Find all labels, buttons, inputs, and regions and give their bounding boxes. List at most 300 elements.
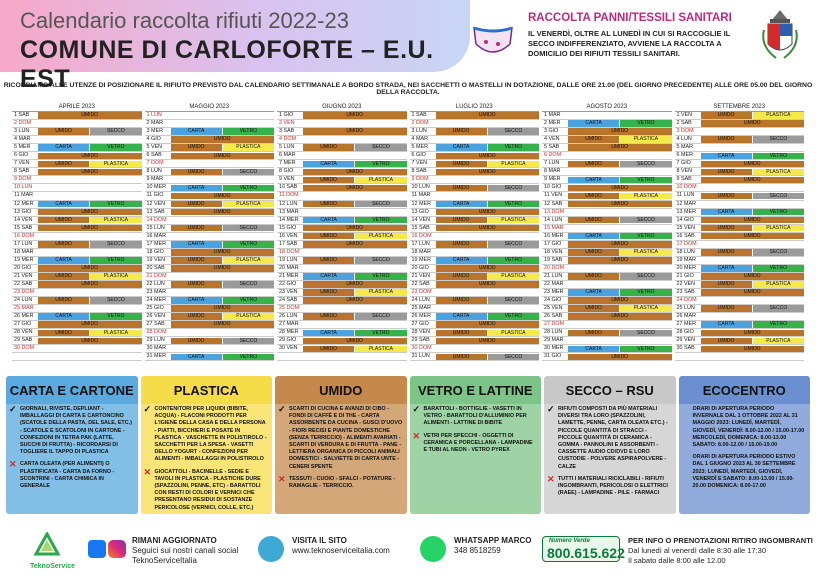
tag-umido: UMIDO	[436, 128, 487, 135]
checkmark-icon: ✓	[9, 404, 17, 414]
collection-tags	[568, 321, 672, 328]
day-label: 12 VEN	[146, 200, 166, 207]
day-label: 9 MAR	[146, 176, 163, 183]
day-label: 29 LUN	[146, 337, 165, 344]
tag-umido: UMIDO	[38, 330, 89, 337]
legend-body	[544, 404, 676, 514]
day-row	[542, 305, 672, 313]
collection-tags	[38, 193, 142, 200]
tag-umido: UMIDO	[303, 241, 407, 248]
tag-umido: UMIDO	[38, 273, 89, 280]
tag-secco: SECCO	[753, 136, 804, 143]
day-label: 30 VEN	[279, 345, 298, 352]
collection-tags	[38, 233, 142, 240]
day-label: 13 MAR	[279, 208, 299, 215]
day-row	[145, 201, 275, 209]
collection-tags	[568, 161, 672, 168]
legend-allowed: ✓ CONTENITORI PER LIQUIDI (BIBITE, ACQUA) - FLACONI PRODOTTI PER L'IGIENE DELLA CASA E DELLA PERSONA - PIATTI, BICCHIERI E POSATE IN PLASTICA - VASCHETTE IN POLISTIROLO - SACCHETTI PER LA SPESA - VASETTI DELLO YOGURT - CONFEZIONI PER ALIMENTI - IMBALLAGGI IN POLISTIROLO	[143, 404, 267, 463]
collection-tags	[171, 128, 275, 135]
collection-tags	[303, 209, 407, 216]
tag-carta: CARTA	[303, 217, 354, 224]
day-row	[277, 353, 407, 361]
day-label: 27 MAR	[279, 321, 299, 328]
social-handle[interactable]: TeknoServiceItalia	[132, 556, 197, 565]
tag-umido: UMIDO	[436, 354, 487, 361]
tag-carta: CARTA	[436, 144, 487, 151]
day-label: 24 LUN	[411, 297, 430, 304]
day-label: 5 LUN	[279, 144, 295, 151]
day-row	[12, 217, 142, 225]
collection-tags	[701, 233, 805, 240]
day-label: 28 VEN	[411, 329, 431, 336]
tag-secco: SECCO	[488, 128, 539, 135]
tag-vetro: VETRO	[753, 153, 804, 160]
tag-umido: UMIDO	[436, 265, 540, 272]
tag-plastica: PLASTICA	[355, 289, 406, 296]
day-row	[277, 249, 407, 257]
checkmark-icon: ✓	[412, 404, 421, 414]
tag-umido: UMIDO	[568, 297, 672, 304]
day-label: 25 DOM	[279, 305, 300, 312]
tag-umido: UMIDO	[436, 330, 487, 337]
tag-umido: UMIDO	[38, 209, 142, 216]
tag-carta: CARTA	[701, 321, 752, 328]
collection-tags	[303, 136, 407, 143]
tag-plastica: PLASTICA	[753, 112, 804, 119]
legend-not-allowed: ✕ TUTTI I MATERIALI RICICLABILI - RIFIUTI INGOMBRANTI, PERICOLOSI O ELETTRICI (RAEE) - LAMPADINE - PILE - FARMACI	[547, 473, 668, 497]
tag-plastica: PLASTICA	[753, 281, 804, 288]
collection-tags	[701, 209, 805, 216]
tag-umido: UMIDO	[701, 217, 805, 224]
tag-vetro: VETRO	[620, 346, 671, 353]
collection-tags	[303, 217, 407, 224]
collection-tags	[171, 265, 275, 272]
day-row	[12, 112, 142, 120]
collection-tags	[303, 241, 407, 248]
tag-umido: UMIDO	[38, 169, 142, 176]
tag-umido: UMIDO	[38, 297, 89, 304]
day-row	[277, 225, 407, 233]
day-row	[675, 297, 805, 305]
day-label: 21 MER	[279, 272, 299, 279]
day-row	[145, 152, 275, 160]
municipal-crest-icon	[758, 6, 802, 66]
tag-secco: SECCO	[620, 217, 671, 224]
collection-tags	[171, 257, 275, 264]
tag-umido: UMIDO	[38, 225, 142, 232]
tag-umido: UMIDO	[436, 161, 487, 168]
tag-umido: UMIDO	[171, 153, 275, 160]
legend-allowed: ✓ BARATTOLI - BOTTIGLIE - VASETTI IN VETRO - BARATTOLI D'ALLUMINIO PER ALIMENTI - LATTINE DI BIBITE	[412, 404, 527, 427]
day-row	[277, 265, 407, 273]
tag-secco: SECCO	[620, 161, 671, 168]
day-row	[410, 313, 540, 321]
collection-tags	[436, 338, 540, 345]
tag-vetro: VETRO	[223, 185, 274, 192]
collection-tags	[701, 257, 805, 264]
tag-carta: CARTA	[303, 161, 354, 168]
day-row	[675, 249, 805, 257]
day-row	[675, 353, 805, 361]
collection-tags	[568, 241, 672, 248]
brand-name: TeknoService	[30, 563, 76, 570]
collection-tags	[568, 225, 672, 232]
tag-umido: UMIDO	[38, 338, 142, 345]
day-row	[410, 345, 540, 353]
legend-body	[6, 404, 138, 514]
day-row	[12, 120, 142, 128]
day-row	[675, 144, 805, 152]
day-row	[12, 128, 142, 136]
collection-tags	[171, 169, 275, 176]
legend-body	[679, 404, 811, 514]
tag-umido: UMIDO	[38, 265, 142, 272]
day-label: 7 GIO	[676, 160, 691, 167]
day-row	[12, 184, 142, 192]
legend-grid	[6, 376, 810, 514]
day-label: 20 MAR	[279, 264, 299, 271]
tag-umido: UMIDO	[171, 265, 275, 272]
page-title: Calendario raccolta rifiuti 2022-23	[20, 8, 349, 33]
tag-umido: UMIDO	[701, 120, 805, 127]
day-label: 7 LUN	[544, 160, 560, 167]
day-label: 23 MER	[544, 289, 564, 296]
month-column	[145, 103, 275, 361]
collection-tags	[303, 177, 407, 184]
legend-title: UMIDO	[319, 382, 363, 398]
tag-vetro: VETRO	[488, 201, 539, 208]
day-row	[542, 321, 672, 329]
tag-umido: UMIDO	[436, 273, 487, 280]
day-row	[410, 321, 540, 329]
day-row	[12, 152, 142, 160]
site-url[interactable]: www.teknoserviceitalia.com	[292, 546, 390, 555]
collection-tags	[171, 185, 275, 192]
tag-umido: UMIDO	[171, 144, 222, 151]
day-label: 25 MAR	[411, 305, 431, 312]
site-title: VISITA IL SITO	[292, 536, 347, 545]
day-row	[277, 329, 407, 337]
day-label: 17 SAB	[279, 240, 298, 247]
tag-umido: UMIDO	[303, 313, 354, 320]
day-row	[675, 313, 805, 321]
info-block	[628, 536, 814, 566]
collection-tags	[38, 305, 142, 312]
month-title: APRILE 2023	[12, 103, 142, 112]
tag-vetro: VETRO	[488, 144, 539, 151]
collection-tags	[568, 330, 672, 337]
day-label: 1 MAR	[544, 112, 561, 119]
day-row	[542, 217, 672, 225]
header-banner	[0, 0, 470, 93]
day-label: 13 GIO	[14, 208, 32, 215]
tag-umido: UMIDO	[436, 281, 540, 288]
tag-plastica: PLASTICA	[488, 273, 539, 280]
legend-not-allowed: ✕ GIOCATTOLI - BACINELLE - SEDIE E TAVOLI IN PLASTICA - PLASTICHE DURE (SPAZZOLINI, PENNE, ETC) - BARATTOLI CON RESTI DI COLORI E VERNICI CHE PRESENTANO RESIDUI DI SOSTANZE PERICOLOSE (VERNICI, COLLE, ETC.)	[143, 466, 261, 511]
tag-umido: UMIDO	[568, 354, 672, 361]
day-row	[675, 265, 805, 273]
tag-umido: UMIDO	[38, 161, 89, 168]
day-row	[12, 209, 142, 217]
tag-umido: UMIDO	[303, 177, 354, 184]
day-label: 6 MER	[676, 152, 693, 159]
collection-tags	[568, 112, 672, 119]
legend-box	[410, 376, 542, 514]
day-row	[277, 168, 407, 176]
tag-carta: CARTA	[436, 313, 487, 320]
tag-vetro: VETRO	[90, 201, 141, 208]
collection-tags	[701, 201, 805, 208]
checkmark-icon: ✓	[143, 404, 152, 414]
day-label: 29 SAB	[411, 337, 430, 344]
day-label: 4 DOM	[279, 136, 297, 143]
tag-secco: SECCO	[90, 297, 141, 304]
collection-tags	[436, 321, 540, 328]
collection-tags	[436, 177, 540, 184]
tag-vetro: VETRO	[355, 273, 406, 280]
collection-tags	[701, 193, 805, 200]
tag-umido: UMIDO	[303, 346, 354, 353]
day-row	[12, 233, 142, 241]
day-row	[12, 201, 142, 209]
collection-tags	[38, 257, 142, 264]
tag-carta: CARTA	[38, 144, 89, 151]
tag-umido: UMIDO	[568, 273, 619, 280]
day-label: 3 LUN	[411, 128, 427, 135]
day-label: 7 DOM	[146, 160, 164, 167]
day-label: 5 SAB	[544, 144, 560, 151]
footer	[0, 526, 816, 577]
tag-umido: UMIDO	[568, 257, 672, 264]
collection-tags	[701, 241, 805, 248]
tag-umido: UMIDO	[303, 281, 407, 288]
collection-tags	[38, 265, 142, 272]
info-hours-weekdays: Dal lunedì al venerdì dalle 8:30 alle 17:30	[628, 546, 767, 555]
day-label: 19 LUN	[279, 256, 298, 263]
day-row	[542, 144, 672, 152]
collection-tags	[436, 161, 540, 168]
collection-tags	[436, 305, 540, 312]
day-row	[410, 152, 540, 160]
collection-tags	[38, 289, 142, 296]
day-label: 7 VEN	[411, 160, 428, 167]
tag-plastica: PLASTICA	[90, 273, 141, 280]
day-label: 4 MAR	[14, 136, 31, 143]
day-label: 25 VEN	[544, 305, 563, 312]
collection-tags	[303, 338, 407, 345]
tag-secco: SECCO	[753, 305, 804, 312]
day-row	[410, 265, 540, 273]
day-label: 29 VEN	[676, 337, 696, 344]
day-row	[410, 192, 540, 200]
tag-vetro: VETRO	[620, 120, 671, 127]
tag-secco: SECCO	[488, 185, 539, 192]
day-label: 1 GIO	[279, 112, 294, 119]
day-label: 17 LUN	[14, 240, 33, 247]
day-label: 25 LUN	[676, 305, 695, 312]
day-label: 2 SAB	[676, 120, 692, 127]
day-row	[145, 136, 275, 144]
collection-tags	[436, 297, 540, 304]
tag-umido: UMIDO	[436, 297, 487, 304]
collection-tags	[38, 112, 142, 119]
day-row	[542, 281, 672, 289]
day-label: 5 MER	[14, 144, 31, 151]
tag-plastica: PLASTICA	[223, 257, 274, 264]
facebook-icon[interactable]	[88, 540, 106, 558]
tag-plastica: PLASTICA	[355, 346, 406, 353]
collection-tags	[701, 112, 805, 119]
collection-tags	[436, 193, 540, 200]
day-label: 7 VEN	[14, 160, 30, 167]
collection-tags	[568, 249, 672, 256]
day-row	[145, 313, 275, 321]
legend-not-allowed: ✕ VETRI PER SPECCHI - OGGETTI DI CERAMICA E PORCELLANA - LAMPADINE E TUBI AL NEON - VETRO PYREX	[412, 430, 533, 454]
day-row	[12, 249, 142, 257]
panni-title: RACCOLTA PANNI/TESSILI SANITARI	[528, 12, 732, 24]
day-label: 8 SAB	[411, 168, 427, 175]
month-title: MAGGIO 2023	[145, 103, 275, 112]
collection-tags	[38, 209, 142, 216]
day-label: 3 GIO	[544, 128, 559, 135]
day-label: 31 MER	[146, 353, 166, 360]
collection-tags	[303, 233, 407, 240]
collection-tags	[303, 144, 407, 151]
tag-umido: UMIDO	[568, 136, 619, 143]
collection-tags	[701, 305, 805, 312]
day-label: 3 MER	[146, 128, 163, 135]
tag-umido: UMIDO	[303, 201, 354, 208]
day-row	[145, 289, 275, 297]
tag-vetro: VETRO	[355, 217, 406, 224]
tag-plastica: PLASTICA	[753, 225, 804, 232]
day-row	[12, 168, 142, 176]
cross-icon: ✕	[9, 459, 17, 470]
month-title: GIUGNO 2023	[277, 103, 407, 112]
instagram-icon[interactable]	[108, 540, 126, 558]
day-label: 14 VEN	[14, 216, 33, 223]
day-row	[145, 233, 275, 241]
tag-umido: UMIDO	[436, 217, 487, 224]
tag-carta: CARTA	[171, 297, 222, 304]
day-label: 30 DOM	[14, 345, 35, 352]
day-label: 17 GIO	[544, 240, 562, 247]
day-row	[277, 201, 407, 209]
day-row	[542, 345, 672, 353]
tag-umido: UMIDO	[38, 321, 142, 328]
whatsapp-number[interactable]: 348 8518259	[454, 546, 501, 555]
search-icon	[258, 536, 284, 562]
tag-vetro: VETRO	[620, 289, 671, 296]
collection-tags	[303, 297, 407, 304]
tag-vetro: VETRO	[753, 209, 804, 216]
tag-vetro: VETRO	[90, 257, 141, 264]
tag-secco: SECCO	[620, 330, 671, 337]
toll-free-label: Numero Verde	[549, 538, 590, 544]
collection-tags	[568, 273, 672, 280]
day-row	[542, 313, 672, 321]
day-row	[675, 209, 805, 217]
tag-secco: SECCO	[223, 169, 274, 176]
collection-tags	[303, 313, 407, 320]
collection-tags	[38, 225, 142, 232]
collection-tags	[303, 289, 407, 296]
day-row	[12, 192, 142, 200]
day-label: 10 LUN	[14, 184, 33, 191]
day-row	[675, 233, 805, 241]
day-row	[145, 305, 275, 313]
collection-tags	[171, 346, 275, 353]
collection-tags	[303, 257, 407, 264]
day-row	[675, 321, 805, 329]
tag-umido: UMIDO	[303, 257, 354, 264]
day-label: 27 MER	[676, 321, 696, 328]
panni-text: IL VENERDÌ, OLTRE AL LUNEDÌ IN CUI SI RACCOGLIE IL SECCO INDIFFERENZIATO, AVVIENE LA RACCOLTA A DOMICILIO DEI RIFIUTI TESSILI SANITARI.	[528, 29, 731, 58]
collection-tags	[38, 346, 142, 353]
tag-plastica: PLASTICA	[223, 201, 274, 208]
day-label: 1 SAB	[14, 112, 30, 119]
tag-umido: UMIDO	[303, 297, 407, 304]
day-row	[277, 241, 407, 249]
collection-tags	[568, 281, 672, 288]
tag-carta: CARTA	[701, 153, 752, 160]
day-label: 30 SAB	[676, 345, 695, 352]
tag-umido: UMIDO	[303, 289, 354, 296]
day-label: 4 VEN	[544, 136, 560, 143]
tag-plastica: PLASTICA	[488, 330, 539, 337]
day-label: 13 MER	[676, 208, 696, 215]
day-label: 27 GIO	[411, 321, 429, 328]
tag-secco: SECCO	[488, 297, 539, 304]
toll-free-number[interactable]	[542, 536, 625, 562]
day-label: 6 GIO	[14, 152, 29, 159]
day-row	[277, 313, 407, 321]
collection-tags	[38, 321, 142, 328]
day-label: 22 GIO	[279, 281, 297, 287]
tag-plastica: PLASTICA	[488, 217, 539, 224]
collection-tags	[701, 297, 805, 304]
collection-tags	[171, 330, 275, 337]
collection-tags	[303, 321, 407, 328]
day-row	[145, 120, 275, 128]
day-row	[542, 152, 672, 160]
tag-carta: CARTA	[568, 346, 619, 353]
day-label: 8 SAB	[14, 168, 30, 175]
collection-tags	[171, 120, 275, 127]
collection-tags	[38, 128, 142, 135]
collection-tags	[171, 153, 275, 160]
tag-umido: UMIDO	[436, 209, 540, 216]
day-label: 12 LUN	[279, 200, 298, 207]
day-label: 21 LUN	[544, 272, 563, 279]
month-title: SETTEMBRE 2023	[675, 103, 805, 112]
legend-allowed: ✓ GIORNALI, RIVISTE, DEPLIANT - IMBALLAGGI DI CARTA E CARTONCINO (SCATOLE DELLA PASTA, DEL SALE, ETC.) - SCATOLE E SCATOLONI IN CARTONE - CONFEZIONI IN TETRA PAK (LATTE, SUCCHI DI FRUTTA) - RICORDARSI DI TOGLIERE IL TAPPO DI PLASTICA	[9, 404, 132, 456]
tag-umido: UMIDO	[38, 153, 142, 160]
legend-allowed: ✓ SCARTI DI CUCINA E AVANZI DI CIBO - FONDI DI CAFFÈ E DI THE - CARTA ASSORBENTE DA CUCINA - GUSCI D'UOVO - FIORI RECISI E PIANTE DOMESTICHE (SENZA TERRICCIO) - ALIMENTI AVARIATI - SCARTI DI VERDURA E DI FRUTTA - PANE - LETTIERA ORGANICA DI PICCOLI ANIMALI DOMESTICI - SALVIETTE DI CARTA UNTE - CENERI SPENTE	[278, 404, 403, 470]
day-row	[410, 144, 540, 152]
day-row	[675, 257, 805, 265]
collection-tags	[171, 281, 275, 288]
tag-secco: SECCO	[355, 257, 406, 264]
day-label: 18 MAR	[14, 248, 34, 255]
collection-tags	[701, 161, 805, 168]
day-row	[12, 289, 142, 297]
tag-umido: UMIDO	[701, 338, 752, 345]
day-row	[145, 209, 275, 217]
day-row	[277, 128, 407, 136]
day-label: 24 SAB	[279, 297, 298, 304]
collection-tags	[436, 128, 540, 135]
